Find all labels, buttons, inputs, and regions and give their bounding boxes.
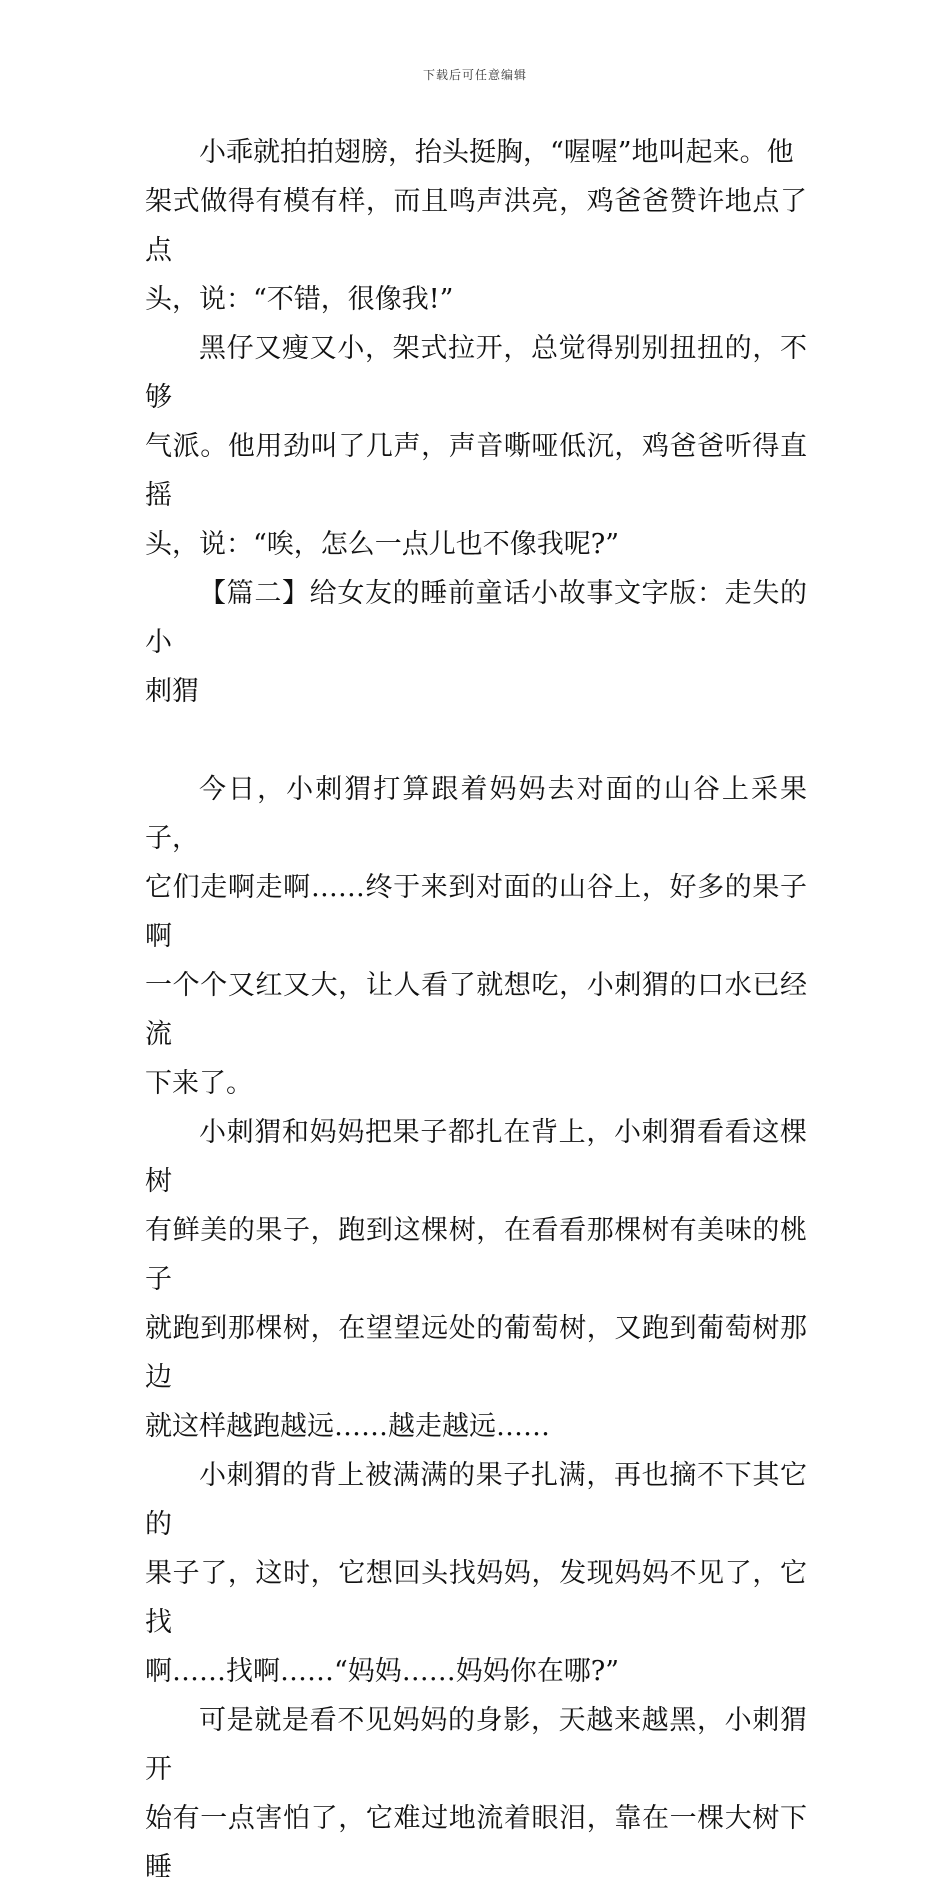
text-line: 头，说：“不错，很像我!” bbox=[145, 284, 454, 315]
text-line: 【篇二】给女友的睡前童话小故事文字版：走失的小 bbox=[145, 578, 807, 658]
text-line: 就跑到那棵树，在望望远处的葡萄树，又跑到葡萄树那边 bbox=[145, 1313, 807, 1393]
paragraph bbox=[145, 1696, 807, 1892]
page-header: 下载后可任意编辑 bbox=[422, 68, 527, 82]
text-line: 啊……找啊……“妈妈……妈妈你在哪?” bbox=[145, 1656, 620, 1687]
text-line: 小刺猬的背上被满满的果子扎满，再也摘不下其它的 bbox=[145, 1460, 807, 1540]
text-line: 下来了。 bbox=[145, 1068, 253, 1099]
text-line: 果子了，这时，它想回头找妈妈，发现妈妈不见了，它找 bbox=[145, 1558, 807, 1638]
paragraph bbox=[145, 765, 807, 1108]
text-line: 可是就是看不见妈妈的身影，天越来越黑，小刺猬开 bbox=[145, 1705, 807, 1785]
paragraph bbox=[145, 1451, 807, 1696]
text-line: 黑仔又瘦又小，架式拉开，总觉得别别扭扭的，不够 bbox=[145, 333, 807, 413]
text-line: 小乖就拍拍翅膀，抬头挺胸，“喔喔”地叫起来。他 bbox=[199, 137, 794, 168]
text-line: 它们走啊走啊……终于来到对面的山谷上，好多的果子啊 bbox=[145, 872, 807, 952]
text-line: 有鲜美的果子，跑到这棵树，在看看那棵树有美味的桃子 bbox=[145, 1215, 807, 1295]
text-line: 刺猬 bbox=[145, 676, 199, 707]
section-heading bbox=[145, 569, 807, 716]
paragraph bbox=[145, 128, 807, 324]
text-line: 始有一点害怕了，它难过地流着眼泪，靠在一棵大树下睡 bbox=[145, 1803, 807, 1883]
text-line: 就这样越跑越远……越走越远…… bbox=[145, 1411, 550, 1442]
blank-line bbox=[145, 716, 807, 765]
paragraph bbox=[145, 1108, 807, 1451]
paragraph bbox=[145, 324, 807, 569]
text-line: 一个个又红又大，让人看了就想吃，小刺猬的口水已经流 bbox=[145, 970, 807, 1050]
text-line: 小刺猬和妈妈把果子都扎在背上，小刺猬看看这棵树 bbox=[145, 1117, 807, 1197]
text-line: 今日，小刺猬打算跟着妈妈去对面的山谷上采果子， bbox=[145, 774, 807, 854]
document-body bbox=[145, 128, 807, 1892]
text-line: 架式做得有模有样，而且鸣声洪亮，鸡爸爸赞许地点了点 bbox=[145, 186, 807, 266]
text-line: 头，说：“唉，怎么一点儿也不像我呢?” bbox=[145, 529, 620, 560]
text-line: 气派。他用劲叫了几声，声音嘶哑低沉，鸡爸爸听得直摇 bbox=[145, 431, 807, 511]
